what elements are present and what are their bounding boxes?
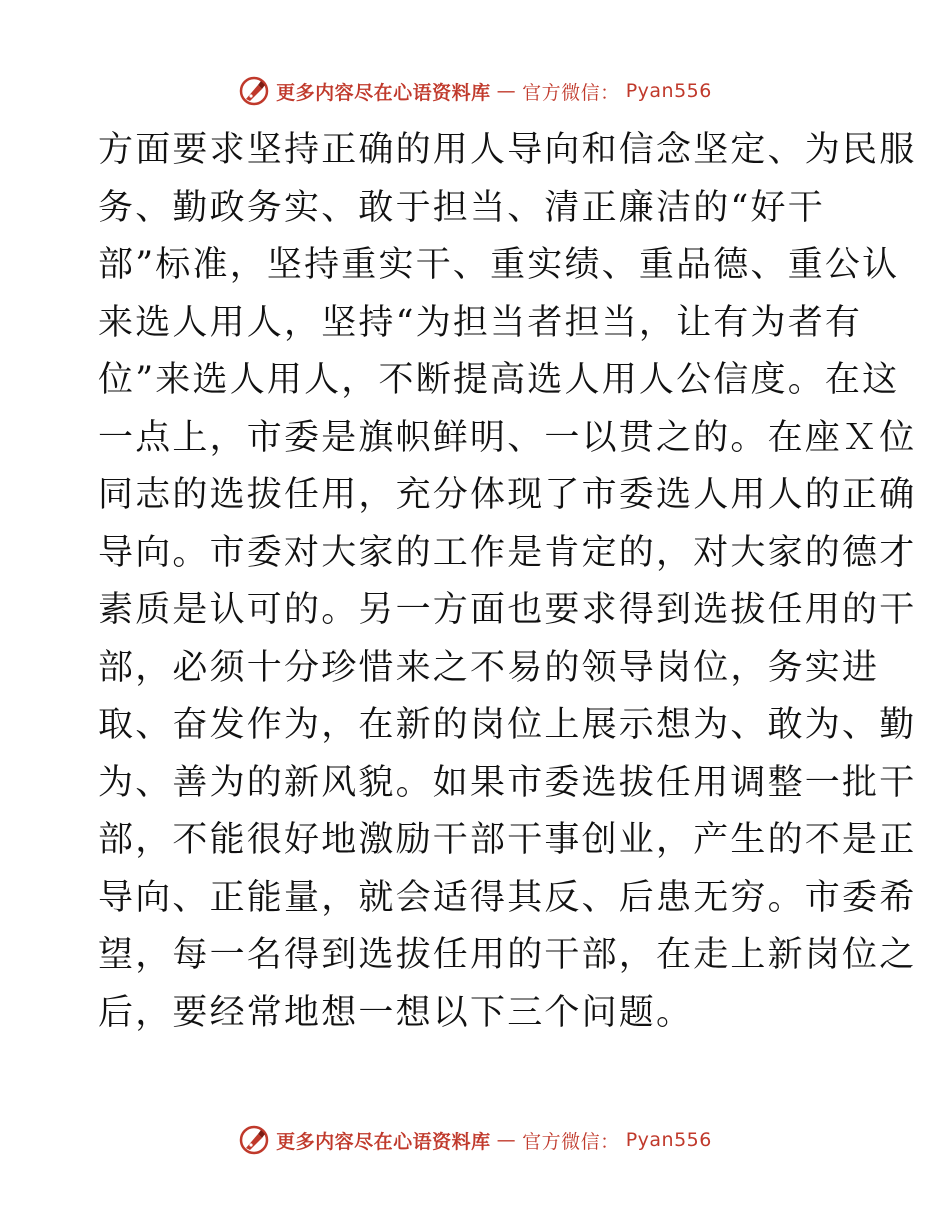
- text-line: 导向、正能量，就会适得其反、后患无穷。市委希: [98, 877, 917, 918]
- text-line: 一点上，市委是旗帜鲜明、一以贯之的。在座Ｘ位: [98, 417, 917, 458]
- text-line: 部，不能很好地激励干部干事创业，产生的不是正: [98, 820, 917, 860]
- text-line: 部，必须十分珍惜来之不易的领导岗位，务实进: [98, 647, 880, 688]
- text-line: 方面要求坚持正确的用人导向和信念坚定、为民服: [98, 130, 917, 170]
- banner-separator: —: [496, 80, 517, 102]
- text-line: 望，每一名得到选拔任用的干部，在走上新岗位之: [98, 935, 917, 975]
- footer-banner: [0, 1123, 950, 1157]
- banner-official-label: 官方微信：: [522, 81, 620, 104]
- pen-nib-logo-icon: [238, 75, 270, 107]
- text-line: 同志的选拔任用，充分体现了市委选人用人的正确: [98, 475, 917, 515]
- text-line: 来选人用人，坚持“为担当者担当，让有为者有: [98, 302, 863, 343]
- text-line: 为、善为的新风貌。如果市委选拔任用调整一批干: [98, 762, 917, 803]
- text-line: 取、奋发作为，在新的岗位上展示想为、敢为、勤: [98, 705, 917, 745]
- text-line: 导向。市委对大家的工作是肯定的，对大家的德才: [98, 532, 917, 573]
- pen-nib-logo-icon: [238, 1124, 270, 1156]
- banner-official-label: 官方微信：: [522, 1130, 620, 1153]
- banner-wechat-id: Pyan556: [625, 80, 712, 102]
- banner-separator: —: [496, 1129, 517, 1151]
- text-line: 位”来选人用人，不断提高选人用人公信度。在这: [98, 360, 900, 400]
- banner-main-text: 更多内容尽在心语资料库: [276, 1130, 491, 1153]
- header-banner: [0, 74, 950, 108]
- banner-main-text: 更多内容尽在心语资料库: [276, 81, 491, 104]
- text-line: 务、勤政务实、敢于担当、清正廉洁的“好干: [98, 187, 825, 228]
- banner-wechat-id: Pyan556: [625, 1129, 712, 1151]
- text-line: 部”标准，坚持重实干、重实绩、重品德、重公认: [98, 245, 900, 285]
- document-body: [98, 122, 917, 1042]
- text-line: 后，要经常地想一想以下三个问题。: [98, 992, 694, 1033]
- text-line: 素质是认可的。另一方面也要求得到选拔任用的干: [98, 590, 917, 630]
